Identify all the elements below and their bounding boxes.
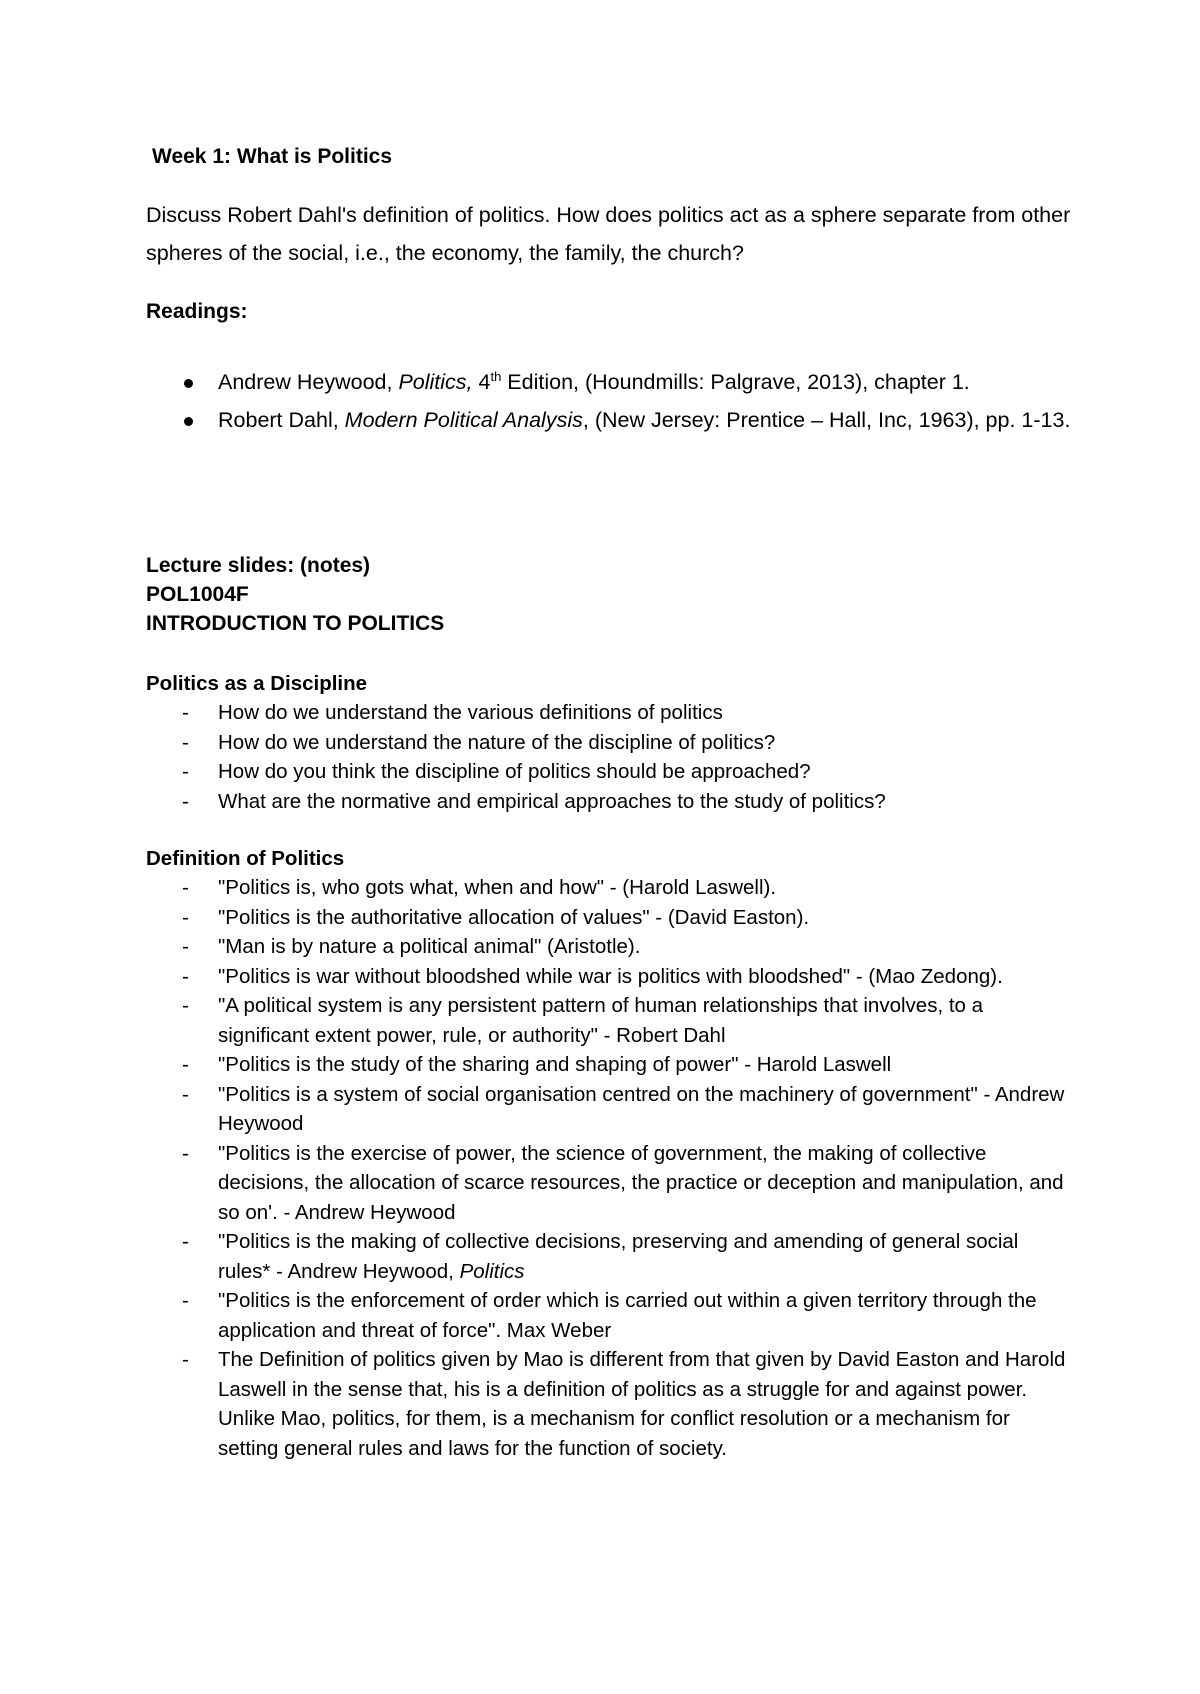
course-title: INTRODUCTION TO POLITICS [146, 612, 445, 635]
dash-marker: - [182, 994, 189, 1017]
list-item-text: "Politics is the making of collective decisions, preserving and amending of general social rules* - Andrew Heywood, [218, 1230, 1019, 1283]
bullet-icon [184, 379, 193, 388]
reading-details: Edition, (Houndmills: Palgrave, 2013), chapter 1. [501, 370, 970, 394]
list-item-text: The Definition of politics given by Mao is different from that given by David Easton and Harold Laswell in the sense that, his is a definition of politics as a struggle for and against power. Unlike Mao, politics, for them, is a mechanism for conflict resolution or a mechanism for setting general rules and laws for the function of society. [218, 1348, 1066, 1460]
list-item [146, 1080, 1068, 1139]
dash-marker: - [182, 1141, 189, 1165]
reading-author: Andrew Heywood, [218, 370, 399, 394]
reading-details: , (New Jersey: Prentice – Hall, Inc, 1963), pp. 1-13. [582, 408, 1071, 432]
list-item-text: "Politics is a system of social organisation centred on the machinery of government" - Andrew Heywood [218, 1082, 1065, 1135]
dash-marker: - [182, 876, 189, 899]
discipline-list [146, 698, 1086, 816]
list-item [146, 873, 1068, 903]
reading-title: Politics, [398, 370, 473, 394]
list-item [146, 728, 1068, 758]
readings-list [146, 363, 1076, 439]
list-item-text: "Politics is the study of the sharing and shaping of power" - Harold Laswell [218, 1053, 892, 1076]
list-item [146, 1345, 1068, 1463]
list-item [146, 1286, 1068, 1345]
list-item [146, 991, 1068, 1050]
lecture-header [146, 551, 1086, 638]
reading-item [146, 401, 1076, 439]
dash-marker: - [182, 935, 189, 958]
list-item-text: What are the normative and empirical approaches to the study of politics? [218, 789, 886, 813]
dash-marker: - [182, 760, 189, 783]
dash-marker: - [182, 730, 189, 754]
discipline-section [146, 669, 1086, 816]
discussion-prompt: Discuss Robert Dahl's definition of politics. How does politics act as a sphere separate from other spheres of the social, i.e., the economy, the family, the church? [146, 203, 1071, 265]
list-item [146, 932, 1068, 962]
dash-marker: - [182, 905, 189, 929]
list-item-text: "Politics is the exercise of power, the science of government, the making of collective decisions, the allocation of scarce resources, the practice or deception and manipulation, and so on'. - Andrew Heywood [218, 1141, 1064, 1224]
dash-marker: - [182, 789, 189, 813]
list-item [146, 903, 1068, 933]
dash-marker: - [182, 1289, 189, 1312]
lecture-slides-label: Lecture slides: (notes) [146, 554, 371, 577]
dash-marker: - [182, 1053, 189, 1076]
readings-heading: Readings: [146, 300, 248, 323]
list-item-text: "Man is by nature a political animal" (Aristotle). [218, 935, 641, 958]
list-item [146, 757, 1068, 787]
list-item-text: "Politics is, who gots what, when and how" - (Harold Laswell). [218, 876, 777, 899]
reading-title: Modern Political Analysis [344, 408, 583, 432]
list-item-text: "Politics is war without bloodshed while war is politics with bloodshed" - (Mao Zedong). [218, 964, 1003, 988]
list-item [146, 1050, 1068, 1080]
reading-edition-suffix: th [490, 368, 502, 384]
week-title: Week 1: What is Politics [152, 145, 393, 168]
definition-title: Definition of Politics [146, 847, 345, 870]
list-item-text: "Politics is the authoritative allocation of values" - (David Easton). [218, 905, 810, 929]
list-item-text: How do you think the discipline of politics should be approached? [218, 760, 811, 783]
reading-item [146, 363, 1076, 401]
list-item-text: How do we understand the various definitions of politics [218, 701, 723, 724]
discipline-title: Politics as a Discipline [146, 672, 368, 695]
dash-marker: - [182, 1230, 189, 1253]
list-item [146, 787, 1068, 817]
dash-marker: - [182, 1082, 189, 1106]
course-code: POL1004F [146, 583, 249, 606]
list-item-italic: Politics [459, 1259, 525, 1283]
list-item [146, 962, 1068, 992]
list-item [146, 1139, 1068, 1228]
reading-author: Robert Dahl, [218, 408, 345, 432]
dash-marker: - [182, 701, 189, 724]
definition-list [146, 873, 1086, 1463]
bullet-icon [184, 417, 193, 426]
reading-edition-number: 4 [472, 370, 491, 394]
list-item-text: "Politics is the enforcement of order which is carried out within a given territory through the application and threat of force". Max Weber [218, 1289, 1037, 1342]
list-item-text: "A political system is any persistent pattern of human relationships that involves, to a significant extent power, rule, or authority" - Robert Dahl [218, 994, 984, 1047]
list-item [146, 698, 1068, 728]
list-item [146, 1227, 1068, 1286]
definition-section [146, 844, 1086, 1463]
dash-marker: - [182, 1348, 189, 1371]
dash-marker: - [182, 964, 189, 988]
list-item-text: How do we understand the nature of the discipline of politics? [218, 730, 776, 754]
